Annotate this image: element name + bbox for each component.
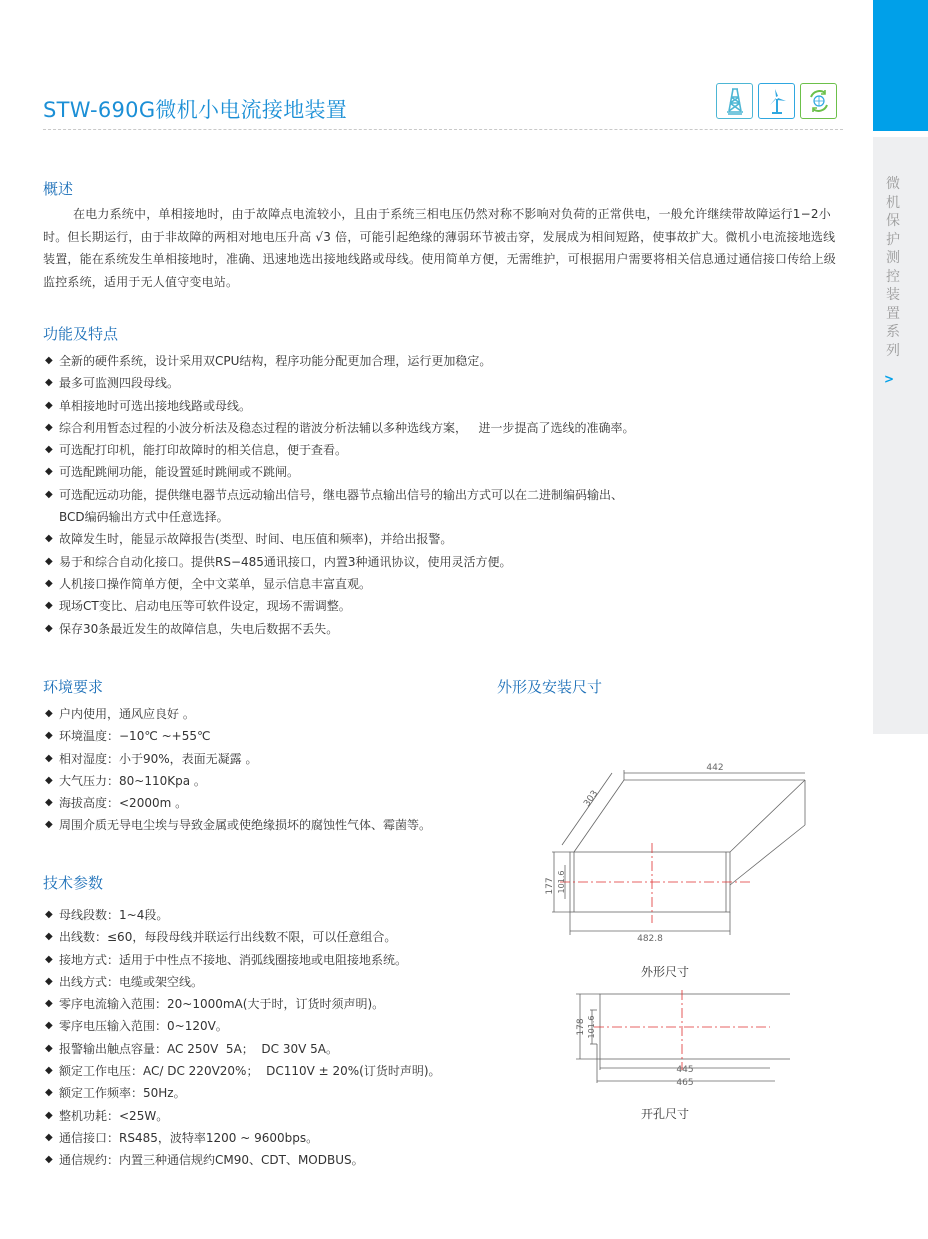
bullet-diamond-icon: ◆ [45,488,53,500]
specs-heading: 技术参数 [43,874,104,892]
chevron-right-icon[interactable]: > [884,372,895,386]
overview-text-2: 倍，可能引起绝缘的薄弱环节被击穿，发展成为相间短路，使事故扩大。微机小电流接地选线装置，能在系统发生单相接地时，准确、迅速地选出接地线路或母线。使用简单方便，无需维护，可根据用户需要将相关信息通过通信接口传给上级监控系统，适用于无人值守变电站。 [43,229,837,289]
list-item-text: 可选配打印机，能打印故障时的相关信息，便于查看。 [59,443,348,458]
sidebar-accent-block [873,0,928,131]
cutout-centerlines [594,990,770,1070]
list-item-text: 通信接口：RS485，波特率1200 ~ 9600bps。 [59,1130,319,1145]
list-item-text: 人机接口操作简单方便，全中文菜单，显示信息丰富直观。 [59,576,372,591]
list-item-text: 额定工作频率：50Hz。 [59,1086,186,1101]
bullet-diamond-icon: ◆ [45,577,53,589]
list-item-text: 海拔高度：<2000m 。 [59,796,188,811]
list-item [45,595,634,617]
list-item [45,814,431,836]
list-item [45,1105,441,1127]
bullet-diamond-icon: ◆ [45,1042,53,1054]
bullet-diamond-icon: ◆ [45,953,53,965]
overview-text [43,203,843,293]
overview-heading: 概述 [43,180,74,198]
dim-depth-label: 303 [582,788,601,809]
list-item [45,725,431,747]
bullet-diamond-icon: ◆ [45,444,53,456]
cutout-drawing [570,990,790,1090]
list-item [45,573,634,595]
title-divider [43,129,843,130]
list-item [45,971,441,993]
bullet-diamond-icon: ◆ [45,819,53,831]
eco-globe-icon [800,83,837,119]
outline-drawing [540,755,820,945]
list-item-text: 最多可监测四段母线。 [59,376,180,391]
bullet-diamond-icon: ◆ [45,975,53,987]
list-item-text: 全新的硬件系统，设计采用双CPU结构，程序功能分配更加合理，运行更加稳定。 [59,354,492,368]
bullet-diamond-icon: ◆ [45,622,53,634]
bullet-diamond-icon: ◆ [45,555,53,567]
cutout-caption: 开孔尺寸 [641,1107,690,1121]
list-item-text: 综合利用暂态过程的小波分析法及稳态过程的谐波分析法辅以多种选线方案， 进一步提高了选线的准确率。 [59,420,635,435]
list-item [45,770,431,792]
cutout-hole-spacing-label: 101.6 [587,1015,596,1039]
bullet-diamond-icon: ◆ [45,1087,53,1099]
sidebar-char: 装 [886,287,900,303]
bullet-diamond-icon: ◆ [45,752,53,764]
list-item [45,993,441,1015]
list-item-text: 现场CT变比、启动电压等可软件设定，现场不需调整。 [59,599,351,614]
list-item [45,792,431,814]
list-item-text: 故障发生时，能显示故障报告(类型、时间、电压值和频率)，并给出报警。 [59,532,453,547]
bullet-diamond-icon: ◆ [45,533,53,545]
bullet-diamond-icon: ◆ [45,1065,53,1077]
category-icons [716,83,837,119]
list-item [45,1149,441,1171]
list-item-text: 户内使用，通风应良好 。 [59,707,195,721]
list-item-text: 母线段数：1~4段。 [59,908,169,922]
bullet-diamond-icon: ◆ [45,708,53,719]
environment-heading: 环境要求 [43,678,104,696]
bullet-diamond-icon: ◆ [45,399,53,411]
list-item [45,904,441,926]
bullet-diamond-icon: ◆ [45,1154,53,1166]
list-item [45,350,634,372]
sidebar-series-label[interactable] [873,175,913,360]
list-item-text: 环境温度：−10℃ ~+55℃ [59,729,211,744]
list-item [45,439,634,461]
overview-text-1: 在电力系统中，单相接地时，由于故障点电流较小，且由于系统三相电压仍然对称不影响对负荷的正常供电，一般允许继续带故障运行1−2小时。但长期运行，由于非故障的两相对地电压升高 [43,207,831,244]
dim-hole-spacing-label: 101.6 [557,870,566,894]
bullet-diamond-icon: ◆ [45,421,53,433]
dim-height-label: 177 [545,877,555,895]
bullet-diamond-icon: ◆ [45,774,53,786]
sidebar-char: 护 [886,231,900,248]
wind-turbine-icon [758,83,795,119]
list-item [45,1082,441,1104]
list-item-text: 额定工作电压：AC/ DC 220V20%； DC110V ± 20%(订货时声明)。 [59,1064,441,1079]
cutout-outer-width-label: 465 [676,1078,694,1088]
bullet-diamond-icon: ◆ [45,466,53,478]
sidebar-char: 系 [886,324,900,340]
dimensions-heading: 外形及安装尺寸 [497,678,603,696]
list-item-text: 接地方式：适用于中性点不接地、消弧线圈接地或电阻接地系统。 [59,952,408,967]
dim-panel-width-label: 482.8 [637,934,663,944]
power-tower-icon [716,83,753,119]
bullet-diamond-icon: ◆ [45,377,53,389]
list-item-text: 保存30条最近发生的故障信息，失电后数据不丢失。 [59,621,339,636]
list-item-text: 易于和综合自动化接口。提供RS−485通讯接口，内置3种通讯协议，使用灵活方便。 [59,554,512,569]
bullet-diamond-icon: ◆ [45,730,53,742]
dim-width-label: 442 [706,763,724,773]
list-item [45,1127,441,1149]
list-item [45,1060,441,1082]
bullet-diamond-icon: ◆ [45,355,53,366]
cutout-height-label: 178 [576,1018,586,1036]
list-item [45,551,634,573]
sidebar-char: 控 [886,268,900,285]
list-item [45,926,441,948]
list-item [45,372,634,394]
sqrt3-symbol: √3 [315,229,332,244]
list-item [45,748,431,770]
sidebar-char: 测 [886,250,900,266]
bullet-diamond-icon: ◆ [45,600,53,612]
bullet-diamond-icon: ◆ [45,797,53,809]
list-item-text: 通信规约：内置三种通信规约CM90、CDT、MODBUS。 [59,1153,364,1168]
list-item-continuation: BCD编码输出方式中任意选择。 [59,510,229,525]
list-item-text: 出线方式：电缆或架空线。 [59,974,204,989]
list-item-text: 可选配跳闸功能，能设置延时跳闸或不跳闸。 [59,465,300,480]
list-item-text: 大气压力：80~110Kpa 。 [59,773,206,788]
list-item-text: 可选配远动功能，提供继电器节点远动输出信号，继电器节点输出信号的输出方式可以在二进制编码输出、 [59,487,624,502]
cutout-inner-width-label: 445 [676,1065,694,1075]
bullet-diamond-icon: ◆ [45,998,53,1010]
list-item-text: 零序电压输入范围：0~120V。 [59,1019,228,1034]
list-item-text: 单相接地时可选出接地线路或母线。 [59,398,252,413]
features-heading: 功能及特点 [43,325,119,343]
list-item-text: 整机功耗：<25W。 [59,1108,169,1123]
bullet-diamond-icon: ◆ [45,909,53,920]
list-item [45,949,441,971]
bullet-diamond-icon: ◆ [45,931,53,943]
features-list [45,350,634,640]
bullet-diamond-icon: ◆ [45,1109,53,1121]
list-item [45,461,634,483]
list-item-text: 周围介质无导电尘埃与导致金属或使绝缘损坏的腐蚀性气体、霉菌等。 [59,818,432,833]
list-item [45,417,634,439]
specs-list [45,904,441,1172]
outline-caption: 外形尺寸 [641,965,690,979]
list-item [45,703,431,725]
centerlines [560,843,750,923]
list-item [45,1015,441,1037]
list-item [45,618,634,640]
page-title: STW-690G微机小电流接地装置 [43,98,348,122]
list-item-text: 相对湿度：小于90%，表面无凝露 。 [59,751,258,766]
list-item [45,528,634,550]
list-item-text: 零序电流输入范围：20~1000mA(大于时，订货时须声明)。 [59,997,385,1012]
list-item [45,395,634,417]
bullet-diamond-icon: ◆ [45,1131,53,1143]
sidebar-char: 列 [886,342,900,359]
sidebar-char: 置 [886,305,900,322]
environment-list [45,703,431,837]
sidebar-char: 微 [886,176,900,192]
list-item-text: 出线数：≤60，每段母线并联运行出线数不限，可以任意组合。 [59,930,397,945]
sidebar-char: 机 [886,194,900,211]
list-item-text: 报警输出触点容量：AC 250V 5A； DC 30V 5A。 [59,1041,338,1056]
bullet-diamond-icon: ◆ [45,1020,53,1032]
sidebar-char: 保 [886,213,900,229]
list-item [45,1038,441,1060]
list-item [45,484,634,529]
